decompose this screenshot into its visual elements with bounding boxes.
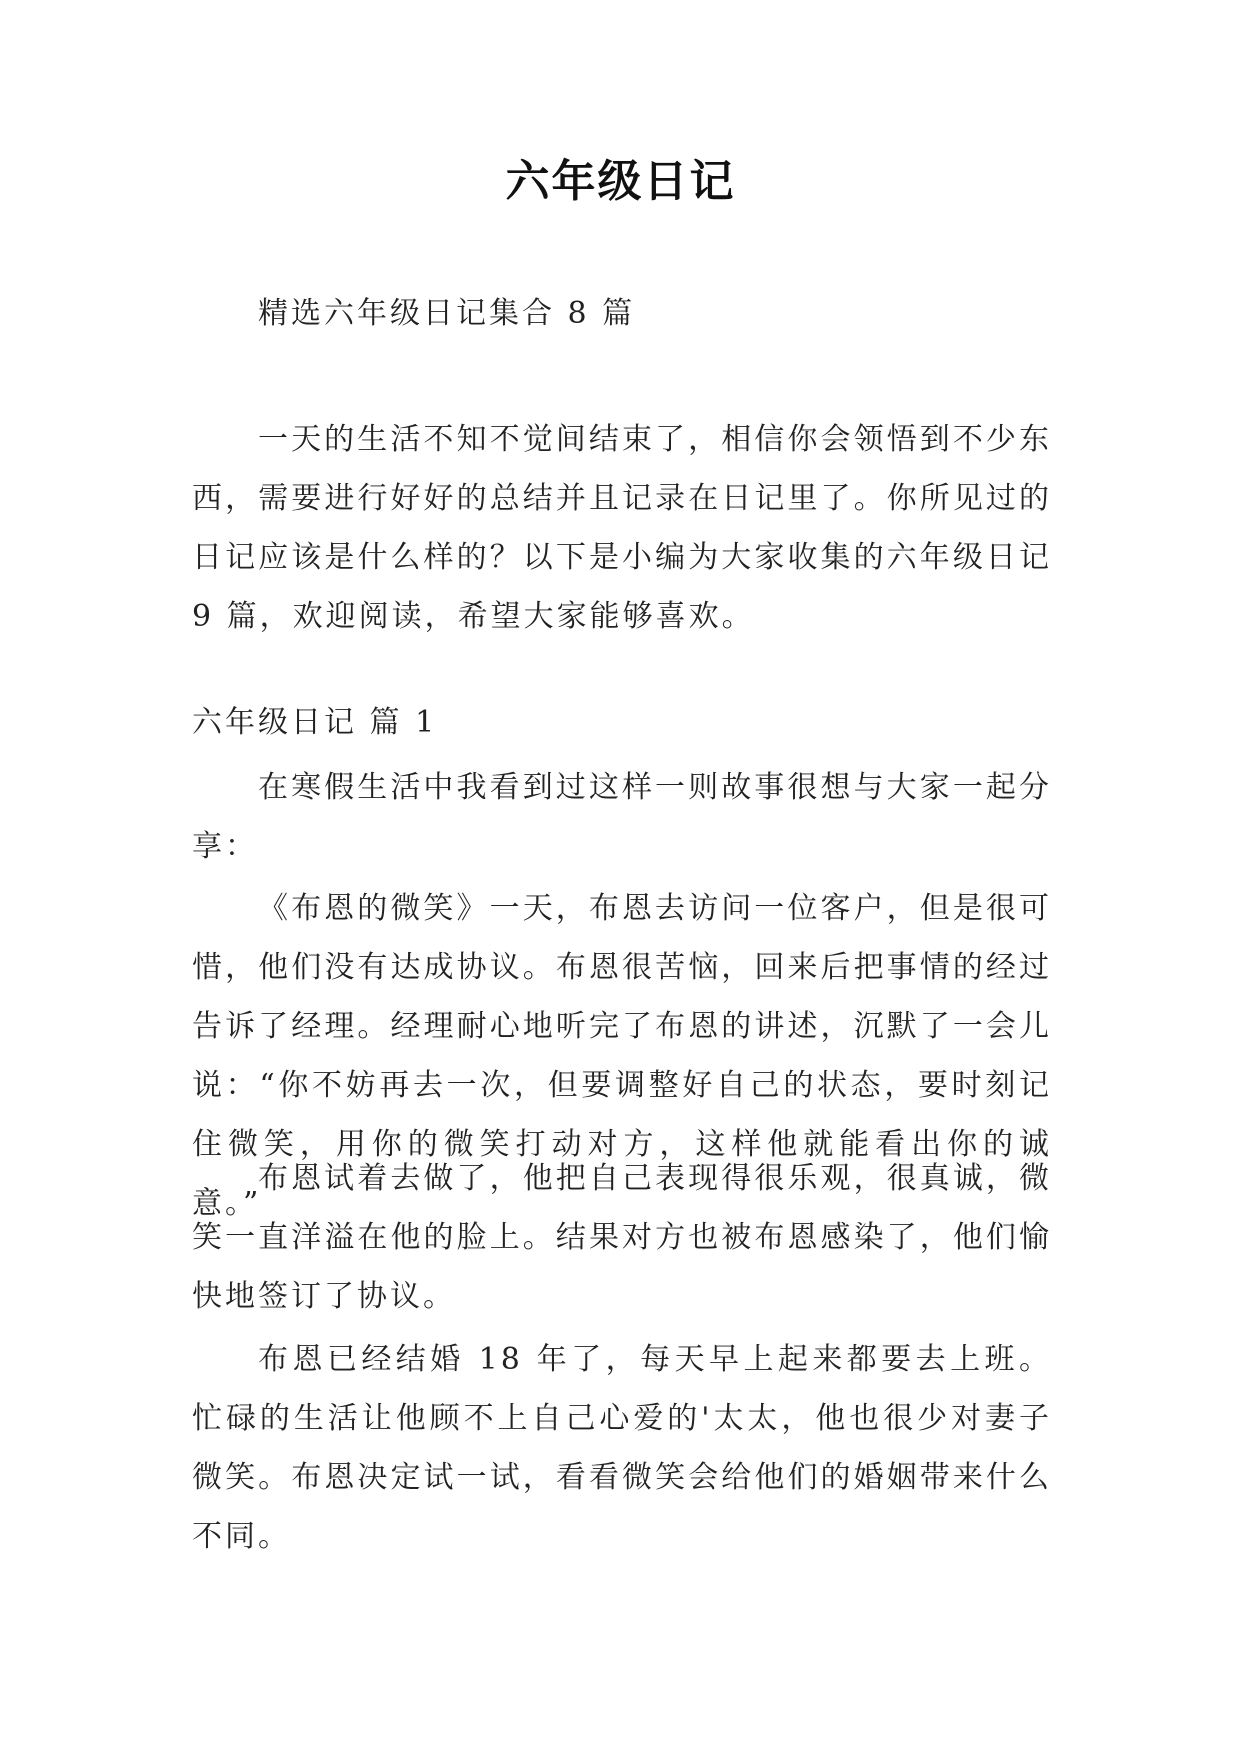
body-paragraph: 《布恩的微笑》一天，布恩去访问一位客户，但是很可惜，他们没有达成协议。布恩很苦恼，回来后把事情的经过告诉了经理。经理耐心地听完了布恩的讲述，沉默了一会儿说：“你不妨再去一次，但要调整好自己的状态，要时刻记住微笑，用你的微笑打动对方，这样他就能看出你的诚意。” (192, 891, 1052, 1221)
document-subtitle: 精选六年级日记集合 8 篇 (258, 296, 636, 331)
section-heading: 六年级日记 篇 1 (192, 705, 438, 740)
intro-paragraph: 一天的生活不知不觉间结束了，相信你会领悟到不少东西，需要进行好好的总结并且记录在日记里了。你所见过的日记应该是什么样的？以下是小编为大家收集的六年级日记 9 篇，欢迎阅读，希望大家能够喜欢。 (192, 422, 1052, 634)
body-paragraph: 在寒假生活中我看到过这样一则故事很想与大家一起分享： (192, 770, 1052, 864)
body-paragraph: 布恩已经结婚 18 年了，每天早上起来都要去上班。忙碌的生活让他顾不上自己心爱的'太太，他也很少对妻子微笑。布恩决定试一试，看看微笑会给他们的婚姻带来什么不同。 (192, 1342, 1052, 1554)
body-paragraph: 布恩试着去做了，他把自己表现得很乐观，很真诚，微笑一直洋溢在他的脸上。结果对方也被布恩感染了，他们愉快地签订了协议。 (192, 1161, 1052, 1314)
document-title: 六年级日记 (505, 156, 736, 207)
